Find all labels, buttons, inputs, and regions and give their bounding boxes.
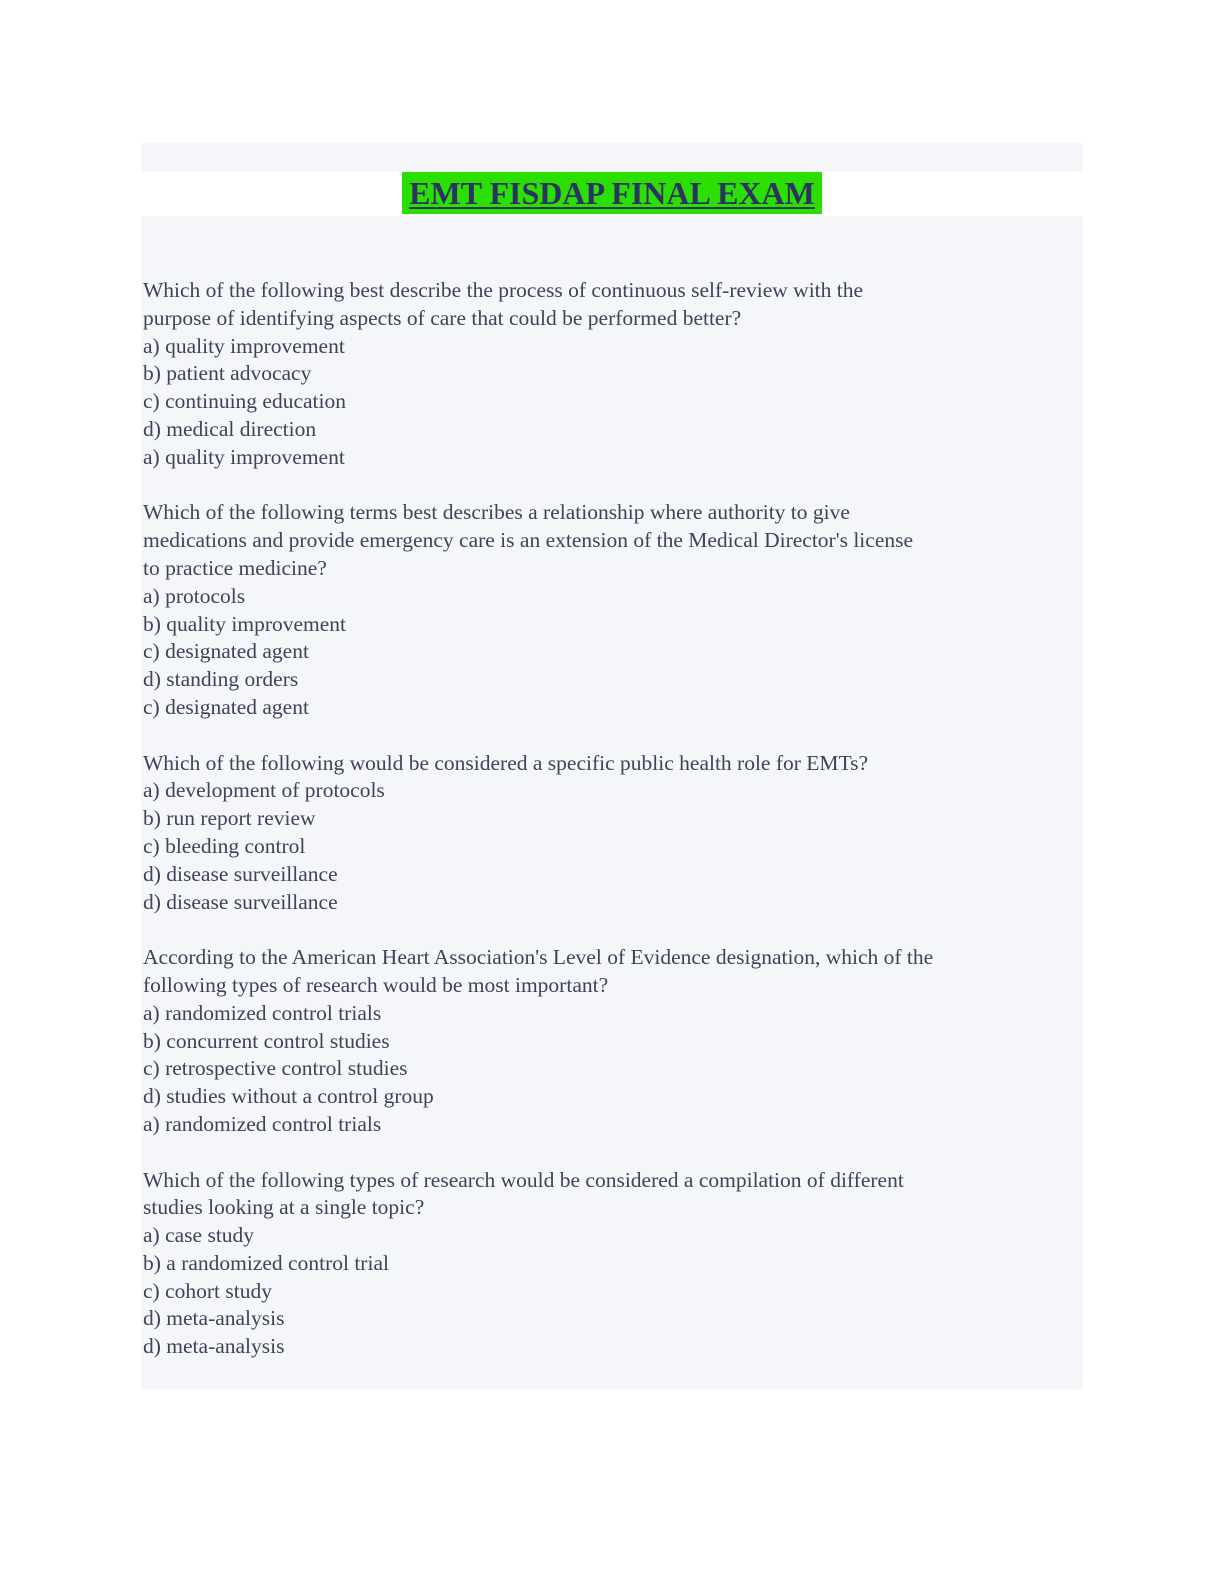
questions-section — [141, 216, 1083, 1389]
option-line: d) medical direction — [143, 416, 317, 441]
question-text-line: purpose of identifying aspects of care that could be performed better? — [143, 305, 742, 330]
option-line: a) case study — [143, 1223, 255, 1248]
answer-line: c) designated agent — [143, 694, 309, 719]
question-text-line: to practice medicine? — [143, 555, 327, 580]
answer-line: a) randomized control trials — [143, 1111, 382, 1136]
question-text-line: According to the American Heart Association's Level of Evidence designation, which of the — [143, 945, 934, 970]
option-line: c) retrospective control studies — [143, 1056, 408, 1081]
option-line: c) cohort study — [143, 1278, 272, 1303]
question-text-line: medications and provide emergency care is an extension of the Medical Director's license — [143, 528, 914, 553]
question-text-line: studies looking at a single topic? — [143, 1195, 425, 1220]
option-line: b) run report review — [143, 806, 316, 831]
option-line: b) a randomized control trial — [143, 1250, 389, 1275]
question-text-line: following types of research would be most important? — [143, 972, 609, 997]
option-line: d) studies without a control group — [143, 1084, 434, 1109]
question-text-line: Which of the following terms best describes a relationship where authority to give — [143, 500, 850, 525]
question-text-line: Which of the following best describe the process of continuous self-review with the — [143, 278, 864, 302]
option-line: c) designated agent — [143, 639, 309, 664]
option-line: b) quality improvement — [143, 611, 347, 636]
option-line: b) concurrent control studies — [143, 1028, 390, 1053]
option-line: c) bleeding control — [143, 833, 306, 858]
header-spacer-band — [141, 143, 1083, 172]
document-body — [141, 143, 1083, 1389]
answer-line: d) disease surveillance — [143, 889, 338, 914]
option-line: a) protocols — [143, 583, 246, 608]
option-line: a) quality improvement — [143, 333, 345, 358]
question-text-line: Which of the following would be considered a specific public health role for EMTs? — [143, 750, 869, 775]
option-line: a) randomized control trials — [143, 1000, 382, 1025]
question-block — [143, 499, 1083, 721]
title-row — [141, 172, 1083, 214]
answer-line: d) meta-analysis — [143, 1334, 285, 1359]
option-line: d) disease surveillance — [143, 861, 338, 886]
document-title: EMT FISDAP FINAL EXAM — [402, 172, 822, 214]
question-block — [143, 277, 1083, 472]
question-block — [143, 1167, 1083, 1362]
option-line: d) standing orders — [143, 667, 299, 692]
option-line: c) continuing education — [143, 389, 346, 414]
answer-line: a) quality improvement — [143, 444, 345, 469]
option-line: a) development of protocols — [143, 778, 385, 803]
option-line: b) patient advocacy — [143, 361, 312, 386]
question-block — [143, 944, 1083, 1139]
option-line: d) meta-analysis — [143, 1306, 285, 1331]
question-text-line: Which of the following types of research would be considered a compilation of different — [143, 1167, 904, 1192]
question-block — [143, 750, 1083, 917]
